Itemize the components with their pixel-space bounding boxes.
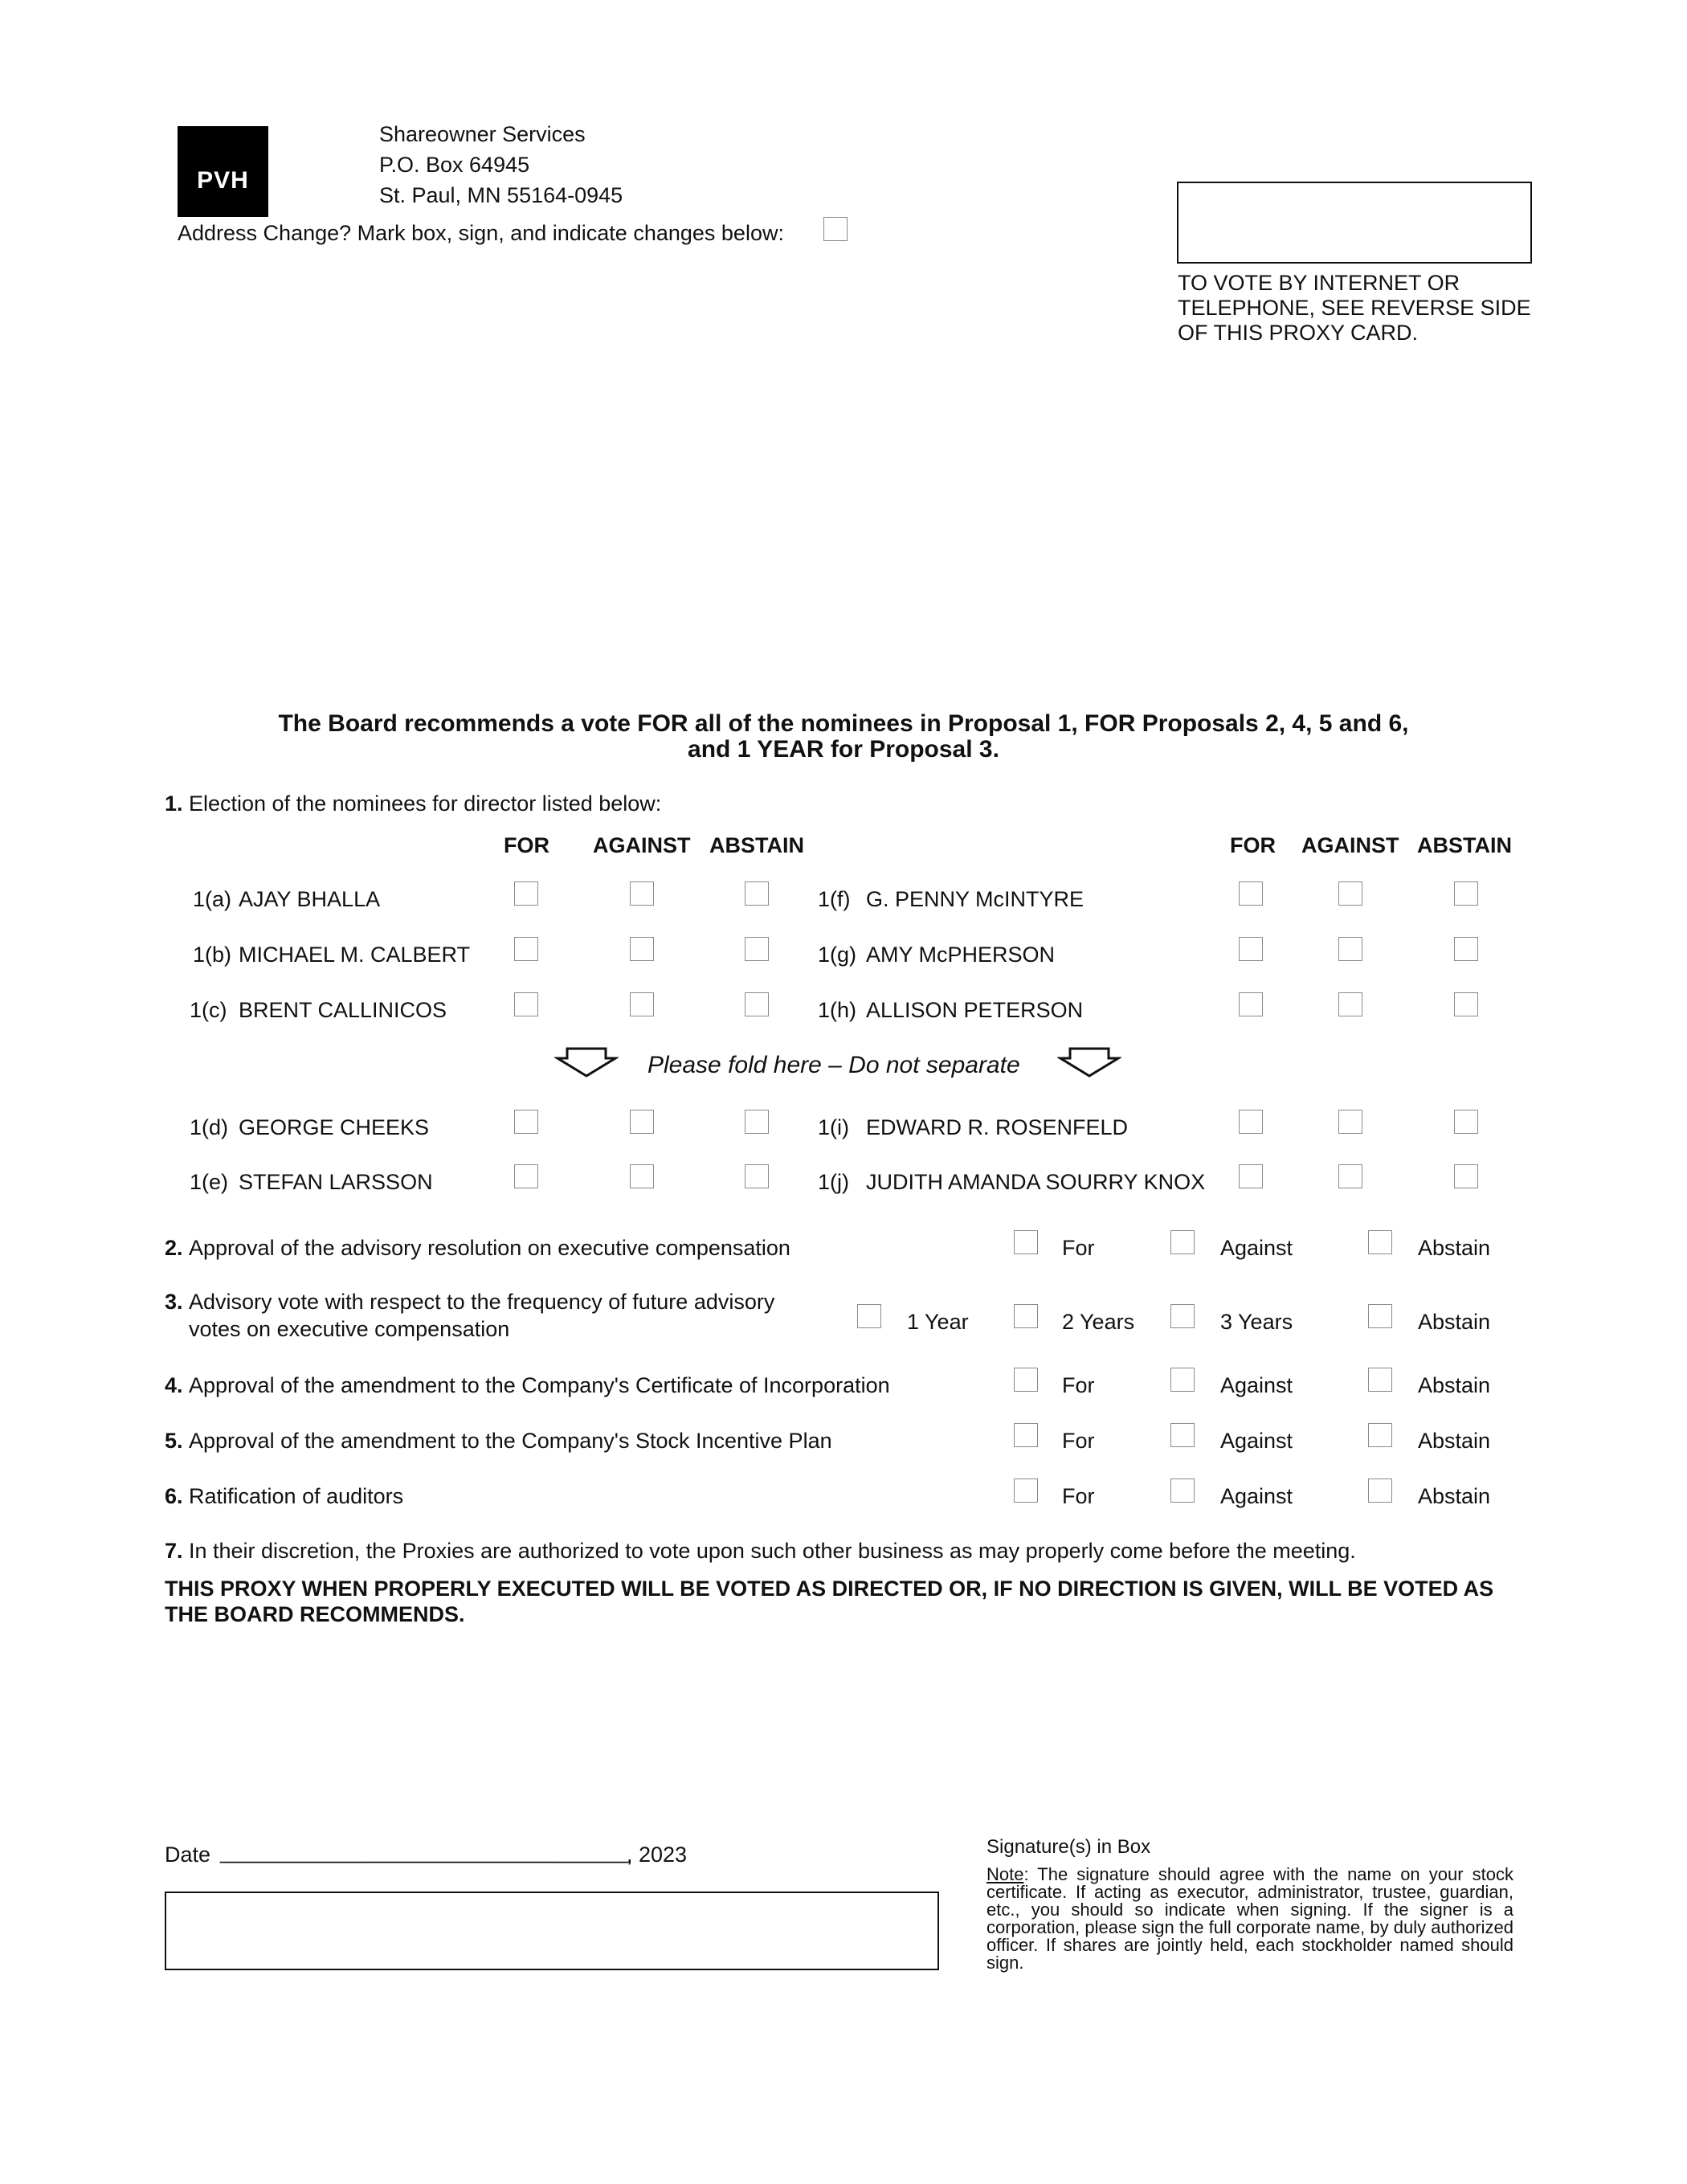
- fold-arrow-down-icon: [1057, 1047, 1121, 1079]
- vote-note-line-1: TO VOTE BY INTERNET OR: [1178, 271, 1460, 295]
- proposal-3-number: 3.: [165, 1290, 183, 1314]
- nominee-1d-against-checkbox[interactable]: [630, 1110, 654, 1134]
- proposal-7-number: 7.: [165, 1539, 183, 1563]
- proposal-4-text: Approval of the amendment to the Company's Certificate of Incorporation: [189, 1373, 890, 1397]
- proxy-statement-line-1: THIS PROXY WHEN PROPERLY EXECUTED WILL BE VOTED AS DIRECTED OR, IF NO DIRECTION IS GIVEN, WILL BE VOTED AS: [165, 1577, 1494, 1601]
- proposal-6-number: 6.: [165, 1484, 183, 1508]
- fold-instruction: Please fold here – Do not separate: [647, 1052, 1020, 1078]
- date-year: , 2023: [627, 1842, 688, 1867]
- nominee-1g-against-checkbox[interactable]: [1338, 937, 1362, 961]
- proposal-3-abstain-checkbox[interactable]: [1368, 1304, 1392, 1328]
- option-label: Against: [1220, 1484, 1293, 1508]
- option-label: Abstain: [1418, 1310, 1491, 1334]
- proposal-5-for-checkbox[interactable]: [1014, 1423, 1038, 1447]
- board-recommendation-line-1: The Board recommends a vote FOR all of the nominees in Proposal 1, FOR Proposals 2, 4, 5 and 6,: [278, 710, 1409, 737]
- proposal-6-for-checkbox[interactable]: [1014, 1478, 1038, 1503]
- option-label: 1 Year: [907, 1310, 969, 1334]
- proposal-4-for-checkbox[interactable]: [1014, 1368, 1038, 1392]
- fold-arrow-down-icon: [554, 1047, 619, 1079]
- nominee-id: 1(j): [818, 1170, 849, 1194]
- board-recommendation-line-2: and 1 YEAR for Proposal 3.: [688, 736, 999, 763]
- right-header-against: AGAINST: [1301, 833, 1399, 857]
- nominee-1f-against-checkbox[interactable]: [1338, 881, 1362, 906]
- nominee-1j-for-checkbox[interactable]: [1239, 1164, 1263, 1188]
- nominee-id: 1(e): [190, 1170, 229, 1194]
- nominee-1d-for-checkbox[interactable]: [514, 1110, 538, 1134]
- nominee-1c-for-checkbox[interactable]: [514, 992, 538, 1016]
- nominee-1b-abstain-checkbox[interactable]: [745, 937, 769, 961]
- nominee-1g-abstain-checkbox[interactable]: [1454, 937, 1478, 961]
- nominee-1c-abstain-checkbox[interactable]: [745, 992, 769, 1016]
- nominee-id: 1(a): [193, 887, 232, 911]
- proposal-6-against-checkbox[interactable]: [1170, 1478, 1195, 1503]
- nominee-name: BRENT CALLINICOS: [239, 998, 447, 1022]
- option-label: For: [1062, 1373, 1095, 1397]
- nominee-1b-for-checkbox[interactable]: [514, 937, 538, 961]
- address-line-1: Shareowner Services: [379, 122, 586, 146]
- proposal-3-text-line-2: votes on executive compensation: [189, 1317, 510, 1341]
- nominee-name: G. PENNY McINTYRE: [866, 887, 1084, 911]
- option-label: For: [1062, 1484, 1095, 1508]
- option-label: Abstain: [1418, 1236, 1491, 1260]
- date-label: Date: [165, 1842, 211, 1867]
- proposal-2-number: 2.: [165, 1236, 183, 1260]
- nominee-1h-abstain-checkbox[interactable]: [1454, 992, 1478, 1016]
- left-header-for: FOR: [504, 833, 549, 857]
- option-label: Against: [1220, 1429, 1293, 1453]
- proposal-3-2-years-checkbox[interactable]: [1014, 1304, 1038, 1328]
- date-blank-line[interactable]: __________________________________: [220, 1839, 631, 1863]
- nominee-1c-against-checkbox[interactable]: [630, 992, 654, 1016]
- option-label: 3 Years: [1220, 1310, 1293, 1334]
- proposal-2-abstain-checkbox[interactable]: [1368, 1230, 1392, 1254]
- signature-note: [986, 1866, 1513, 1972]
- nominee-id: 1(b): [193, 943, 232, 967]
- nominee-name: EDWARD R. ROSENFELD: [866, 1115, 1129, 1139]
- left-header-against: AGAINST: [593, 833, 691, 857]
- nominee-id: 1(d): [190, 1115, 229, 1139]
- proposal-1-number: 1.: [165, 791, 183, 816]
- proposal-4-against-checkbox[interactable]: [1170, 1368, 1195, 1392]
- address-line-2: P.O. Box 64945: [379, 153, 530, 177]
- nominee-name: STEFAN LARSSON: [239, 1170, 433, 1194]
- nominee-1e-against-checkbox[interactable]: [630, 1164, 654, 1188]
- nominee-name: AMY McPHERSON: [866, 943, 1056, 967]
- nominee-1i-for-checkbox[interactable]: [1239, 1110, 1263, 1134]
- option-label: Against: [1220, 1373, 1293, 1397]
- nominee-1e-abstain-checkbox[interactable]: [745, 1164, 769, 1188]
- nominee-1f-abstain-checkbox[interactable]: [1454, 881, 1478, 906]
- nominee-name: GEORGE CHEEKS: [239, 1115, 430, 1139]
- address-change-checkbox[interactable]: [823, 217, 848, 241]
- address-change-label: Address Change? Mark box, sign, and indicate changes below:: [178, 221, 784, 245]
- nominee-1a-abstain-checkbox[interactable]: [745, 881, 769, 906]
- proposal-2-text: Approval of the advisory resolution on executive compensation: [189, 1236, 790, 1260]
- option-label: Abstain: [1418, 1484, 1491, 1508]
- nominee-1i-abstain-checkbox[interactable]: [1454, 1110, 1478, 1134]
- nominee-name: ALLISON PETERSON: [866, 998, 1084, 1022]
- proposal-6-abstain-checkbox[interactable]: [1368, 1478, 1392, 1503]
- proposal-5-against-checkbox[interactable]: [1170, 1423, 1195, 1447]
- proposal-3-text-line-1: Advisory vote with respect to the frequency of future advisory: [189, 1290, 775, 1314]
- pvh-logo: PVH: [178, 126, 268, 217]
- option-label: Against: [1220, 1236, 1293, 1260]
- nominee-name: AJAY BHALLA: [239, 887, 381, 911]
- control-number-box: [1177, 182, 1532, 264]
- option-label: For: [1062, 1236, 1095, 1260]
- nominee-name: JUDITH AMANDA SOURRY KNOX: [866, 1170, 1206, 1194]
- nominee-1h-for-checkbox[interactable]: [1239, 992, 1263, 1016]
- proposal-2-against-checkbox[interactable]: [1170, 1230, 1195, 1254]
- signature-box[interactable]: [165, 1892, 939, 1970]
- right-header-for: FOR: [1230, 833, 1276, 857]
- proposal-6-text: Ratification of auditors: [189, 1484, 404, 1508]
- nominee-1e-for-checkbox[interactable]: [514, 1164, 538, 1188]
- proposal-5-number: 5.: [165, 1429, 183, 1453]
- proxy-statement-line-2: THE BOARD RECOMMENDS.: [165, 1602, 465, 1626]
- nominee-name: MICHAEL M. CALBERT: [239, 943, 471, 967]
- signature-label: Signature(s) in Box: [986, 1836, 1151, 1858]
- vote-note-line-2: TELEPHONE, SEE REVERSE SIDE: [1178, 296, 1531, 320]
- vote-note-line-3: OF THIS PROXY CARD.: [1178, 321, 1419, 345]
- nominee-1i-against-checkbox[interactable]: [1338, 1110, 1362, 1134]
- note-label: Note: [986, 1864, 1024, 1884]
- nominee-1j-abstain-checkbox[interactable]: [1454, 1164, 1478, 1188]
- note-text: : The signature should agree with the name on your stock certificate. If acting as executor, administrator, trustee, guardian, etc., you should so indicate when signing. If the signer is a corporation, please sign the full corporate name, by duly authorized officer. If shares are jointly held, each stockholder named should sign.: [986, 1864, 1513, 1973]
- nominee-id: 1(g): [818, 943, 857, 967]
- nominee-id: 1(h): [818, 998, 857, 1022]
- option-label: For: [1062, 1429, 1095, 1453]
- proposal-4-abstain-checkbox[interactable]: [1368, 1368, 1392, 1392]
- nominee-id: 1(c): [190, 998, 227, 1022]
- left-header-abstain: ABSTAIN: [709, 833, 804, 857]
- nominee-1b-against-checkbox[interactable]: [630, 937, 654, 961]
- nominee-id: 1(f): [818, 887, 851, 911]
- nominee-1g-for-checkbox[interactable]: [1239, 937, 1263, 961]
- nominee-id: 1(i): [818, 1115, 849, 1139]
- nominee-1h-against-checkbox[interactable]: [1338, 992, 1362, 1016]
- address-line-3: St. Paul, MN 55164-0945: [379, 183, 623, 207]
- proposal-3-1-year-checkbox[interactable]: [857, 1304, 881, 1328]
- nominee-1j-against-checkbox[interactable]: [1338, 1164, 1362, 1188]
- proposal-4-number: 4.: [165, 1373, 183, 1397]
- nominee-1d-abstain-checkbox[interactable]: [745, 1110, 769, 1134]
- nominee-1f-for-checkbox[interactable]: [1239, 881, 1263, 906]
- proposal-5-text: Approval of the amendment to the Company's Stock Incentive Plan: [189, 1429, 832, 1453]
- option-label: 2 Years: [1062, 1310, 1135, 1334]
- nominee-1a-against-checkbox[interactable]: [630, 881, 654, 906]
- proposal-2-for-checkbox[interactable]: [1014, 1230, 1038, 1254]
- proposal-3-3-years-checkbox[interactable]: [1170, 1304, 1195, 1328]
- nominee-1a-for-checkbox[interactable]: [514, 881, 538, 906]
- proposal-1-text: Election of the nominees for director listed below:: [189, 791, 662, 816]
- proposal-5-abstain-checkbox[interactable]: [1368, 1423, 1392, 1447]
- option-label: Abstain: [1418, 1373, 1491, 1397]
- proposal-7-text: In their discretion, the Proxies are authorized to vote upon such other business as may properly come before the meeting.: [189, 1539, 1356, 1563]
- right-header-abstain: ABSTAIN: [1417, 833, 1512, 857]
- option-label: Abstain: [1418, 1429, 1491, 1453]
